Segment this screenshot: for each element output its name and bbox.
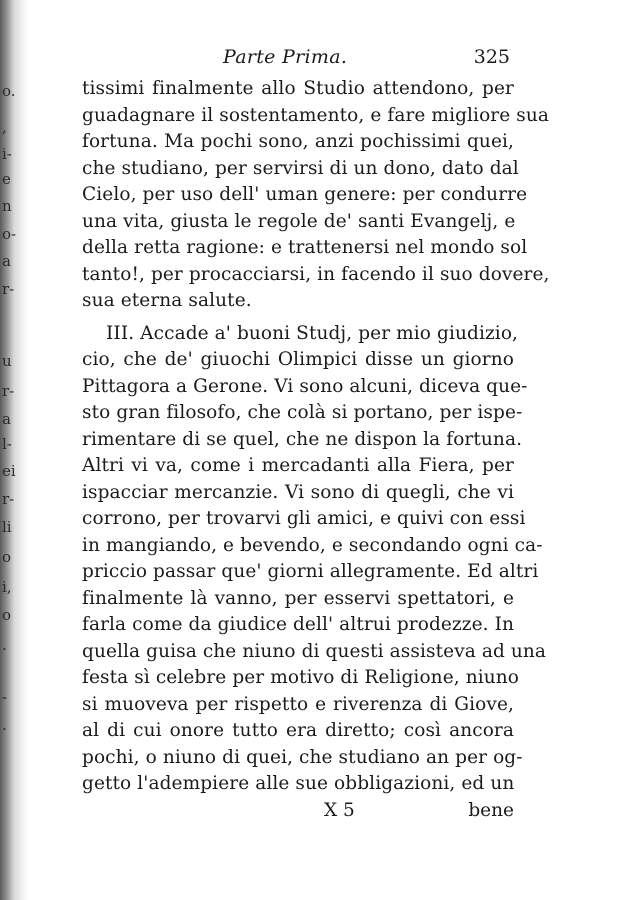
text-line: tanto!, per procacciarsi, in facendo il suo dovere, — [82, 263, 550, 285]
text-line: guadagnare il sostentamento, e fare migliore sua — [82, 104, 550, 126]
previous-page-margin — [0, 0, 20, 900]
text-line: che studiano, per servirsi di un dono, dato dal — [82, 157, 519, 179]
margin-fragment: l- — [2, 435, 12, 453]
margin-fragment: . — [2, 716, 7, 734]
text-line: una vita, giusta le regole de' santi Evangelj, e — [82, 210, 516, 232]
margin-fragment: i, — [2, 578, 12, 596]
margin-fragment: a — [2, 252, 11, 270]
text-line: Altri vi va, come i mercadanti alla Fiera, per — [82, 455, 514, 476]
text-line: sto gran filosofo, che colà si portano, per ispe- — [82, 402, 523, 423]
text-line: festa sì celebre per motivo di Religione, niuno — [82, 667, 520, 688]
margin-fragment: r- — [2, 280, 15, 298]
margin-fragment: , — [2, 118, 7, 136]
margin-fragment: e — [2, 170, 11, 188]
text-line: Pittagora a Gerone. Vi sono alcuni, diceva que- — [82, 375, 528, 397]
text-line: tissimi finalmente allo Studio attendono, per — [82, 78, 514, 99]
margin-fragment: ei — [2, 462, 16, 480]
margin-fragment: o- — [2, 225, 17, 243]
margin-fragment: i- — [2, 145, 12, 163]
text-line: Cielo, per uso dell' uman genere: per condurre — [82, 184, 528, 205]
text-line: finalmente là vanno, per esservi spettatori, e — [82, 587, 514, 609]
text-line: rimentare di se quel, che ne dispon la fortuna. — [82, 428, 523, 450]
text-line: corrono, per trovarvi gli amici, e quivi con essi — [82, 508, 526, 529]
text-line: fortuna. Ma pochi sono, anzi pochissimi quei, — [82, 131, 514, 152]
text-line: si muoveva per rispetto e riverenza di Giove, — [82, 693, 514, 715]
text-line: cio, che de' giuochi Olimpici disse un giorno — [82, 349, 514, 370]
text-line: priccio passar que' giorni allegramente. Ed altri — [82, 561, 539, 582]
margin-fragment: n — [2, 197, 12, 215]
text-line: sua eterna salute. — [82, 290, 252, 311]
text-line: quella guisa che niuno di questi assisteva ad una — [82, 640, 547, 662]
margin-fragment: r- — [2, 382, 15, 400]
signature-mark: X 5 — [324, 800, 355, 821]
margin-fragment: - — [2, 688, 8, 706]
text-line: getto l'adempiere alle sue obbligazioni, ed un — [82, 773, 515, 794]
margin-fragment: li — [2, 518, 12, 536]
margin-fragment: . — [2, 636, 7, 654]
margin-fragment: a — [2, 410, 11, 428]
margin-fragment: o — [2, 548, 12, 566]
text-line: pochi, o niuno di quei, che studiano an per og- — [82, 746, 523, 768]
margin-fragment: r- — [2, 490, 15, 508]
text-line: III. Accade a' buoni Studj, per mio giudizio, — [106, 322, 519, 344]
page-header — [75, 46, 510, 74]
margin-fragment: o — [2, 606, 12, 624]
catchword: bene — [468, 800, 514, 821]
text-line: in mangiando, e bevendo, e secondando ogni ca- — [82, 534, 543, 556]
page-number: 325 — [473, 46, 510, 68]
margin-fragment: u — [2, 352, 12, 370]
running-head: Parte Prima. — [223, 46, 348, 68]
text-line: della retta ragione: e trattenersi nel mondo sol — [82, 237, 528, 258]
text-line: farla come da giudice dell' altrui prodezze. In — [82, 614, 515, 635]
text-line: ispacciar mercanzie. Vi sono di quegli, che vi — [82, 481, 514, 503]
body-text — [82, 76, 550, 798]
page-footer — [82, 800, 514, 824]
text-line: al di cui onore tutto era diretto; così ancora — [82, 720, 514, 741]
margin-fragment: o. — [2, 82, 16, 100]
